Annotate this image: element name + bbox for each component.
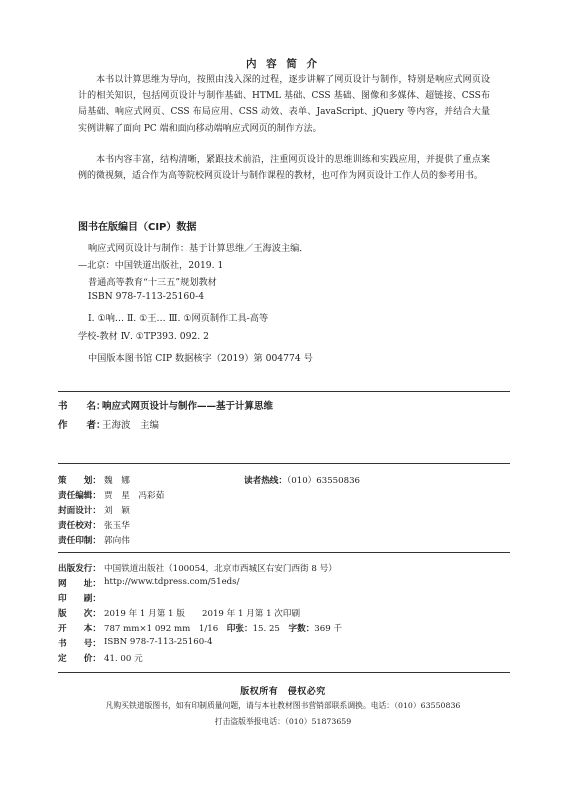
cip-line: 中国版本图书馆 CIP 数据核字（2019）第 004774 号	[88, 353, 313, 364]
words-value: 369 千	[314, 624, 343, 634]
quality-notice: 凡购买铁道版图书，如有印制质量问题，请与本社教材图书营销部联系调换。电话：（010）63550836	[105, 701, 461, 710]
staff-value: 刘 颖	[104, 506, 130, 516]
pub-label: 开 本：	[58, 624, 101, 634]
staff-value: 郭向伟	[104, 536, 130, 546]
staff-value: 魏 娜	[104, 476, 130, 486]
cip-line: ISBN 978-7-113-25160-4	[88, 291, 205, 302]
staff-label: 责任编辑：	[58, 491, 101, 501]
pub-value: ISBN 978-7-113-25160-4	[104, 637, 213, 647]
reader-hotline	[244, 474, 360, 486]
rights-reserved: 版权所有 侵权必究	[240, 687, 326, 697]
pub-label: 书 号：	[58, 639, 101, 649]
staff-label: 责任印制：	[58, 536, 101, 546]
cip-line: Ⅰ. ①响… Ⅱ. ①王… Ⅲ. ①网页制作工具-高等	[88, 313, 269, 324]
hotline-value: （010）63550836	[286, 476, 361, 486]
summary-title: 内 容 简 介	[246, 58, 320, 70]
staff-label: 责任校对：	[58, 521, 101, 531]
pub-value: 中国铁道出版社（100054，北京市西城区右安门西街 8 号）	[104, 564, 337, 574]
pub-value	[104, 622, 342, 634]
pub-label: 网 址：	[58, 579, 101, 589]
pub-label: 印 刷：	[58, 594, 101, 604]
cip-line: 响应式网页设计与制作：基于计算思维／王海波主编．	[88, 243, 309, 254]
cip-line: —北京：中国铁道出版社，2019. 1	[78, 260, 224, 271]
sheets-label: 印张：	[226, 624, 253, 634]
divider	[58, 552, 510, 553]
pub-label: 出版发行：	[58, 564, 101, 574]
book-author-label: 作 者：	[58, 420, 106, 431]
summary-paragraph-1: 本书以计算思维为导向，按照由浅入深的过程，逐步讲解了网页设计与制作，特别是响应式网页设计的相关知识，包括网页设计与制作基础、HTML 基础、CSS 基础、图像和多媒体、超链接、CSS布局基础、响应式网页、CSS 布局应用、CSS 动效、表单、JavaScript、jQuery 等内容，并结合大量实例讲解了面向 PC 端和面向移动端响应式网页的制作方法。	[78, 75, 490, 134]
staff-value: 张玉华	[104, 521, 130, 531]
staff-label: 封面设计：	[58, 506, 101, 516]
staff-value: 贾 星 冯彩茹	[104, 491, 165, 501]
cip-line: 普通高等教育“十三五”规划教材	[88, 277, 217, 288]
words-label: 字数：	[288, 624, 315, 634]
pub-value: 41. 00 元	[104, 654, 143, 664]
staff-label: 策 划：	[58, 476, 101, 486]
divider	[58, 463, 510, 464]
sheets-value: 15. 25	[252, 624, 289, 634]
summary-paragraph-2: 本书内容丰富，结构清晰，紧跟技术前沿，注重网页设计的思维训练和实践应用，并提供了重点案例的微视频，适合作为高等院校网页设计与制作课程的教材，也可作为网页设计工作人员的参考用书。	[78, 155, 490, 182]
format-value: 787 mm×1 092 mm 1/16	[104, 624, 227, 634]
cip-line: 学校-教材 Ⅳ. ①TP393. 092. 2	[78, 331, 209, 342]
divider	[58, 391, 510, 392]
hotline-label: 读者热线：	[244, 476, 287, 486]
cip-heading: 图书在版编目（CIP）数据	[78, 222, 197, 233]
book-title-value: 响应式网页设计与制作——基于计算思维	[102, 401, 274, 412]
pub-label: 版 次：	[58, 609, 101, 619]
pub-value: 2019 年 1 月第 1 版 2019 年 1 月第 1 次印刷	[104, 609, 301, 619]
pub-label: 定 价：	[58, 654, 101, 664]
divider	[58, 672, 510, 673]
book-author-value: 王海波 主编	[102, 420, 160, 431]
piracy-hotline: 打击盗版举报电话：（010）51873659	[214, 717, 352, 726]
book-title-label: 书 名：	[58, 401, 106, 412]
pub-value: http://www.tdpress.com/51eds/	[104, 577, 240, 587]
